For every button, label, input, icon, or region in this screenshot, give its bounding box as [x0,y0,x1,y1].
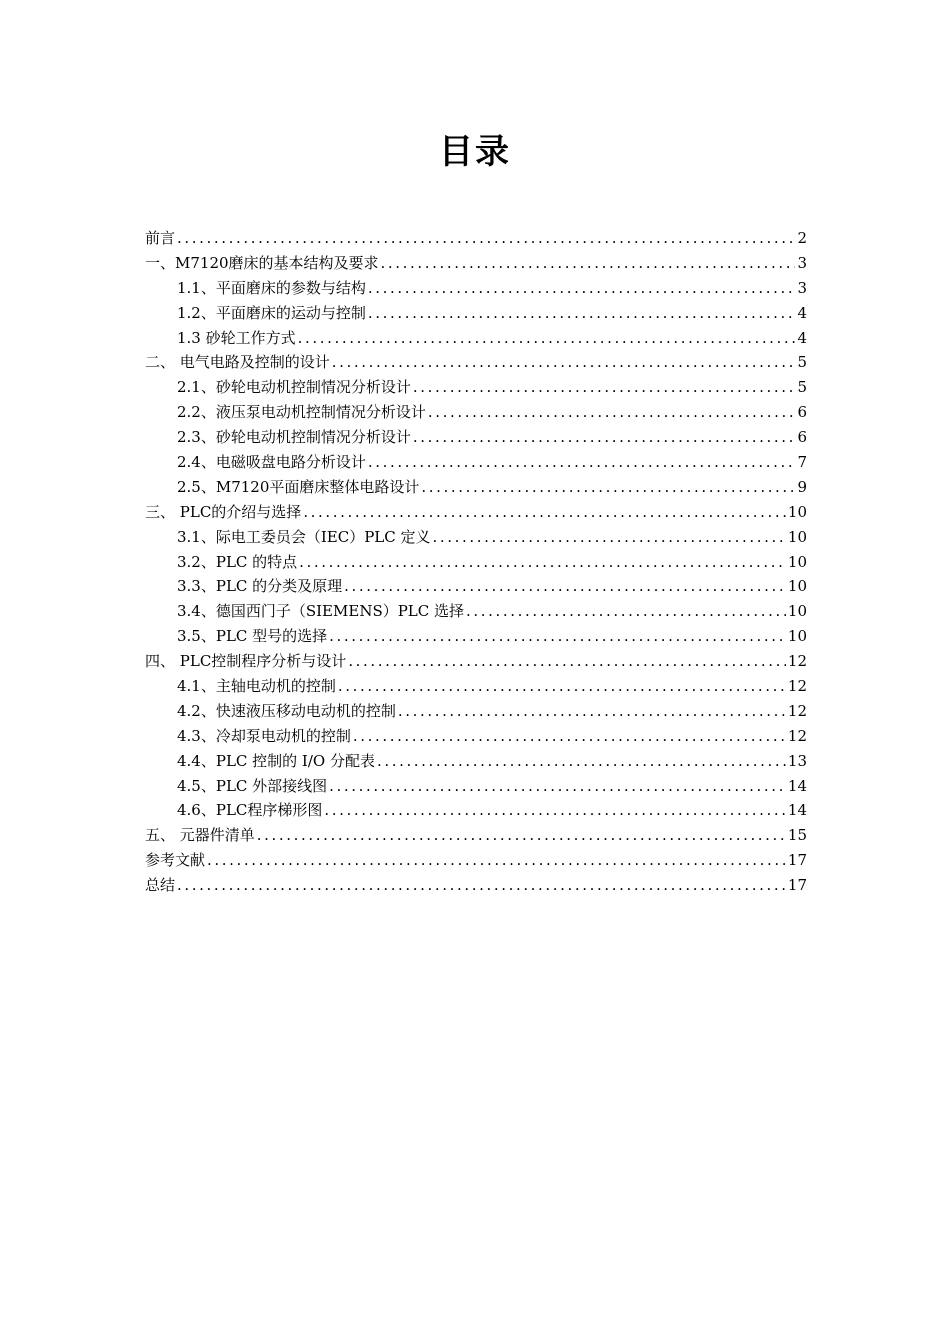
toc-entry[interactable] [145,649,807,674]
toc-dot-leader [377,749,786,774]
toc-entry[interactable] [145,375,807,400]
toc-entry[interactable] [145,475,807,500]
toc-dot-leader [413,425,795,450]
toc-entry-page: 6 [797,428,807,447]
toc-entry-page: 4 [797,303,807,322]
toc-entry-label: 二、 电气电路及控制的设计 [145,353,330,372]
page-title: 目录 [439,132,511,172]
toc-entry-label: 4.6、PLC程序梯形图 [177,801,323,820]
toc-entry[interactable] [145,276,807,301]
toc-entry-page: 17 [787,851,807,870]
toc-entry-page: 2 [797,229,807,247]
toc-entry[interactable] [145,450,807,475]
toc-entry-label: 3.1、际电工委员会（IEC）PLC 定义 [177,527,431,546]
toc-dot-leader [344,574,786,599]
toc-dot-leader [348,649,786,674]
toc-entry[interactable] [145,724,807,749]
toc-entry-label: 一、M7120磨床的基本结构及要求 [145,253,379,272]
toc-entry-label: 2.2、液压泵电动机控制情况分析设计 [177,403,426,422]
toc-entry-page: 10 [787,627,807,646]
toc-entry-page: 7 [797,453,807,472]
toc-entry-label: 3.2、PLC 的特点 [177,552,298,571]
toc-dot-leader [338,674,786,699]
toc-dot-leader [329,624,786,649]
toc-entry-label: 4.3、冷却泵电动机的控制 [177,726,351,745]
toc-entry-page: 12 [787,726,807,745]
toc-dot-leader [413,375,795,400]
toc-dot-leader [257,823,786,848]
toc-entry-page: 15 [787,826,807,845]
toc-entry-page: 10 [787,502,807,521]
toc-entry-label: 2.4、电磁吸盘电路分析设计 [177,453,366,472]
toc-entry[interactable] [145,425,807,450]
toc-entry[interactable] [145,574,807,599]
toc-dot-leader [368,450,795,475]
toc-dot-leader [368,276,795,301]
toc-entry-label: 1.3 砂轮工作方式 [177,328,296,347]
toc-dot-leader [177,873,786,898]
toc-dot-leader [207,848,786,873]
toc-entry[interactable] [145,500,807,525]
toc-entry[interactable] [145,873,807,898]
toc-entry[interactable] [145,525,807,550]
toc-entry-label: 4.4、PLC 控制的 I/O 分配表 [177,751,375,770]
toc-entry-page: 14 [787,776,807,795]
toc-entry-page: 12 [787,701,807,720]
toc-dot-leader [421,475,795,500]
toc-entry[interactable] [145,326,807,351]
toc-entry-label: 2.1、砂轮电动机控制情况分析设计 [177,378,411,397]
toc-entry-label: 3.5、PLC 型号的选择 [177,627,328,646]
toc-entry-label: 参考文献 [145,851,206,870]
toc-dot-leader [381,251,795,276]
toc-entry[interactable] [145,774,807,799]
toc-entry[interactable] [145,350,807,375]
toc-entry-page: 10 [787,602,807,621]
toc-entry[interactable] [145,749,807,774]
toc-entry[interactable] [145,251,807,276]
toc-entry[interactable] [145,550,807,575]
toc-entry-label: 四、 PLC控制程序分析与设计 [145,652,347,671]
toc-entry-label: 三、 PLC的介绍与选择 [145,502,302,521]
toc-entry-page: 14 [787,801,807,820]
toc-entry[interactable] [145,848,807,873]
toc-entry-label: 2.3、砂轮电动机控制情况分析设计 [177,428,411,447]
toc-entry-page: 12 [787,677,807,696]
toc-entry[interactable] [145,798,807,823]
toc-entry-page: 4 [797,328,807,347]
toc-entry-label: 1.2、平面磨床的运动与控制 [177,303,366,322]
toc-entry-label: 五、 元器件清单 [145,826,255,845]
table-of-contents [145,226,807,898]
toc-entry-label: 总结 [145,876,176,895]
toc-entry[interactable] [145,674,807,699]
toc-dot-leader [353,724,786,749]
toc-dot-leader [433,525,786,550]
toc-entry-label: 4.2、快速液压移动电动机的控制 [177,701,396,720]
toc-entry-label: 3.3、PLC 的分类及原理 [177,577,343,596]
toc-entry-label: 3.4、德国西门子（SIEMENS）PLC 选择 [177,602,465,621]
toc-dot-leader [303,500,786,525]
toc-entry[interactable] [145,699,807,724]
toc-entry[interactable] [145,624,807,649]
toc-entry-page: 3 [797,253,807,272]
toc-dot-leader [368,301,795,326]
toc-entry-label: 4.1、主轴电动机的控制 [177,677,336,696]
toc-entry-page: 10 [787,552,807,571]
toc-dot-leader [428,400,795,425]
toc-entry-label: 4.5、PLC 外部接线图 [177,776,328,795]
toc-entry-page: 9 [797,477,807,496]
toc-entry-page: 12 [787,652,807,671]
toc-entry-page: 5 [797,353,807,372]
toc-entry[interactable] [145,599,807,624]
toc-dot-leader [298,326,795,351]
toc-entry-page: 10 [787,577,807,596]
toc-dot-leader [299,550,786,575]
toc-dot-leader [332,350,795,375]
toc-entry-label: 2.5、M7120平面磨床整体电路设计 [177,477,420,496]
toc-entry-label: 前言 [145,229,176,247]
toc-dot-leader [177,226,795,251]
toc-entry[interactable] [145,226,807,251]
toc-entry-page: 17 [787,876,807,895]
toc-entry-label: 1.1、平面磨床的参数与结构 [177,278,366,297]
toc-dot-leader [466,599,786,624]
toc-entry[interactable] [145,400,807,425]
toc-entry-page: 3 [797,278,807,297]
toc-dot-leader [329,774,786,799]
toc-entry[interactable] [145,301,807,326]
toc-entry-page: 5 [797,378,807,397]
toc-entry-page: 10 [787,527,807,546]
toc-entry[interactable] [145,823,807,848]
toc-entry-page: 13 [787,751,807,770]
toc-dot-leader [398,699,786,724]
toc-dot-leader [324,798,786,823]
toc-entry-page: 6 [797,403,807,422]
